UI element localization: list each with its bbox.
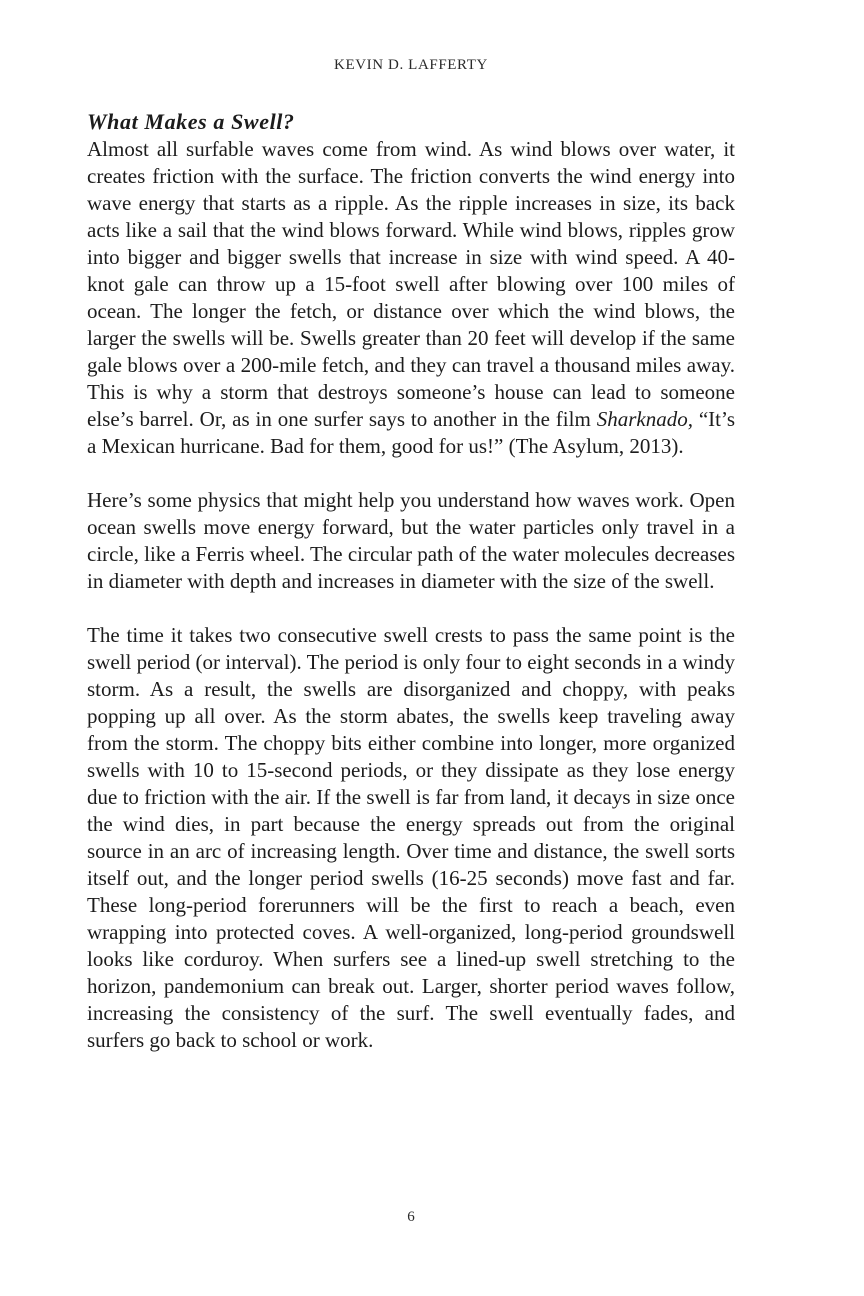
paragraph-physics: Here’s some physics that might help you understand how waves work. Open ocean swells move energy forward, but the water particles only travel in a circle, like a Ferris wheel. The circular path of the water molecules decreases in diameter with depth and increases in diameter with the size of the swell. bbox=[87, 488, 735, 593]
running-head: KEVIN D. LAFFERTY bbox=[334, 57, 488, 73]
paragraph-text: “It’s a Mexican hurricane. Bad for them, good for us!” (The Asylum, 2013). bbox=[87, 407, 736, 458]
page-number: 6 bbox=[407, 1209, 415, 1225]
section-title: What Makes a Swell? bbox=[87, 109, 295, 134]
paragraph-swell-period: The time it takes two consecutive swell crests to pass the same point is the swell period (or interval). The period is only four to eight seconds in a windy storm. As a result, the swells are disorganized and choppy, with peaks popping up all over. As the storm abates, the swells keep traveling away from the storm. The choppy bits either combine into longer, more organized swells with 10 to 15-second periods, or they dissipate as they lose energy due to friction with the air. If the swell is far from land, it decays in size once the wind dies, in part because the energy spreads out from the original source in an arc of increasing length. Over time and distance, the swell sorts itself out, and the longer period swells (16-25 seconds) move fast and far. These long-period forerunners will be the first to reach a beach, even wrapping into protected coves. A well-organized, long-period groundswell looks like corduroy. When surfers see a lined-up swell stretching to the horizon, pandemonium can break out. Larger, shorter period waves follow, increasing the consistency of the surf. The swell eventually fades, and surfers go back to school or work. bbox=[87, 623, 735, 1052]
paragraph-text: Almost all surfable waves come from wind. As wind blows over water, it creates friction with the surface. The friction converts the wind energy into wave energy that starts as a ripple. As the ripple increases in size, its back acts like a sail that the wind blows forward. While wind blows, ripples grow into bigger and bigger swells that increase in size with wind speed. A 40-knot gale can throw up a 15-foot swell after blowing over 100 miles of ocean. The longer the fetch, or distance over which the wind blows, the larger the swells will be. Swells greater than 20 feet will develop if the same gale blows over a 200-mile fetch, and they can travel a thousand miles away. This is why a storm that destroys someone’s house can lead to someone else’s barrel. Or, as in one surfer says to another in the film bbox=[87, 137, 735, 431]
paragraph-wind-origin bbox=[87, 136, 735, 460]
page-body bbox=[87, 108, 735, 1054]
film-title: Sharknado, bbox=[596, 407, 693, 431]
